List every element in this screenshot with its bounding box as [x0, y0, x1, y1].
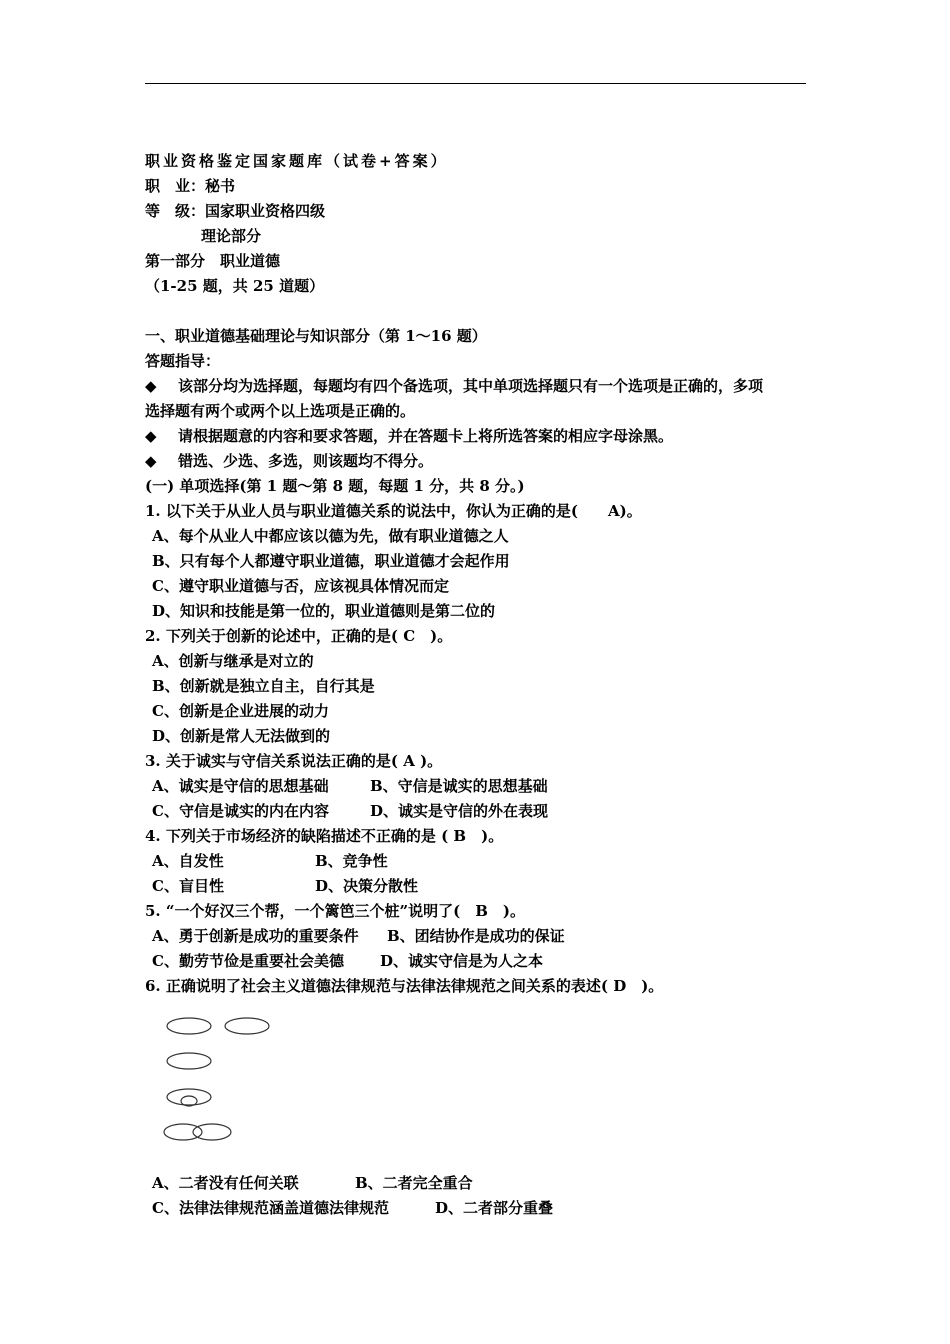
question-1-option-d: D、知识和技能是第一位的，职业道德则是第二位的: [152, 602, 496, 620]
part-line: 第一部分 职业道德: [145, 252, 281, 270]
question-4-option-b: B、竞争性: [315, 852, 388, 870]
question-5-option-a: A、勇于创新是成功的重要条件: [152, 927, 359, 945]
question-2-option-a: A、创新与继承是对立的: [152, 652, 314, 670]
guide-bullet-3-text: 错选、少选、多选，则该题均不得分。: [178, 452, 434, 470]
question-3-option-b: B、守信是诚实的思想基础: [370, 777, 548, 795]
question-4-stem: 4. 下列关于市场经济的缺陷描述不正确的是 ( B )。: [145, 827, 504, 845]
question-4-option-a: A、自发性: [152, 852, 224, 870]
question-2-option-c: C、创新是企业进展的动力: [152, 702, 329, 720]
question-1-option-c: C、遵守职业道德与否，应该视具体情况而定: [152, 577, 449, 595]
question-5-option-c: C、勤劳节俭是重要社会美德: [152, 952, 344, 970]
document-title: 职业资格鉴定国家题库（试卷+答案）: [145, 152, 449, 170]
oval-shape: [167, 1053, 211, 1069]
guide-bullet-1: [145, 376, 763, 396]
question-4-option-d: D、决策分散性: [315, 877, 419, 895]
overlapping-ovals-figure: [164, 1124, 231, 1140]
question-3-option-a: A、诚实是守信的思想基础: [152, 777, 329, 795]
question-6-stem: 6. 正确说明了社会主义道德法律规范与法律法律规范之间关系的表述( D )。: [145, 977, 664, 995]
header-rule: [145, 83, 806, 84]
diamond-bullet-icon: ◆: [145, 452, 157, 470]
oval-shape: [193, 1124, 231, 1140]
question-2-option-d: D、创新是常人无法做到的: [152, 727, 331, 745]
separate-ovals-figure: [167, 1018, 269, 1034]
question-6-option-b: B、二者完全重合: [355, 1174, 473, 1192]
question-6-option-c: C、法律法律规范涵盖道德法律规范: [152, 1199, 389, 1217]
question-2-option-b: B、创新就是独立自主，自行其是: [152, 677, 375, 695]
question-6-option-a: A、二者没有任何关联: [152, 1174, 299, 1192]
question-1-option-a: A、每个从业人中都应该以德为先，做有职业道德之人: [152, 527, 509, 545]
intro-heading: 一、职业道德基础理论与知识部分（第 1～16 题）: [145, 327, 487, 345]
question-5-option-d: D、诚实守信是为人之本: [380, 952, 544, 970]
diamond-bullet-icon: ◆: [145, 377, 157, 395]
range-line: （1-25 题，共 25 道题）: [145, 277, 325, 295]
oval-shape: [225, 1018, 269, 1034]
question-1-stem: 1. 以下关于从业人员与职业道德关系的说法中，你认为正确的是( A)。: [145, 502, 642, 520]
guide-bullet-1-continuation: 选择题有两个或两个以上选项是正确的。: [145, 402, 416, 420]
question-5-stem: 5. “一个好汉三个帮，一个篱笆三个桩”说明了( B )。: [145, 902, 526, 920]
guide-bullet-1-text: 该部分均为选择题，每题均有四个备选项，其中单项选择题只有一个选项是正确的，多项: [178, 377, 764, 395]
question-3-option-d: D、诚实是守信的外在表现: [370, 802, 549, 820]
coinciding-ovals-figure: [167, 1053, 211, 1069]
diamond-bullet-icon: ◆: [145, 427, 157, 445]
question-1-option-b: B、只有每个人都遵守职业道德，职业道德才会起作用: [152, 552, 510, 570]
guide-bullet-2-text: 请根据题意的内容和要求答题，并在答题卡上将所选答案的相应字母涂黑。: [178, 427, 674, 445]
question-3-stem: 3. 关于诚实与守信关系说法正确的是( A )。: [145, 752, 443, 770]
subsection-heading: (一) 单项选择(第 1 题～第 8 题，每题 1 分，共 8 分。): [145, 477, 525, 495]
oval-shape: [167, 1018, 211, 1034]
relationship-diagram: [160, 1012, 290, 1152]
question-2-stem: 2. 下列关于创新的论述中，正确的是( C )。: [145, 627, 453, 645]
guide-bullet-3: [145, 451, 433, 471]
question-5-option-b: B、团结协作是成功的保证: [387, 927, 565, 945]
level-line: 等 级：国家职业资格四级: [145, 202, 326, 220]
guide-bullet-2: [145, 426, 673, 446]
oval-shape: [164, 1124, 202, 1140]
section-line: 理论部分: [201, 227, 262, 245]
question-6-option-d: D、二者部分重叠: [435, 1199, 554, 1217]
guide-label: 答题指导：: [145, 352, 221, 370]
oval-shape: [167, 1089, 211, 1105]
profession-line: 职 业：秘书: [145, 177, 236, 195]
question-3-option-c: C、守信是诚实的内在内容: [152, 802, 329, 820]
question-4-option-c: C、盲目性: [152, 877, 224, 895]
contained-ovals-figure: [167, 1089, 211, 1106]
